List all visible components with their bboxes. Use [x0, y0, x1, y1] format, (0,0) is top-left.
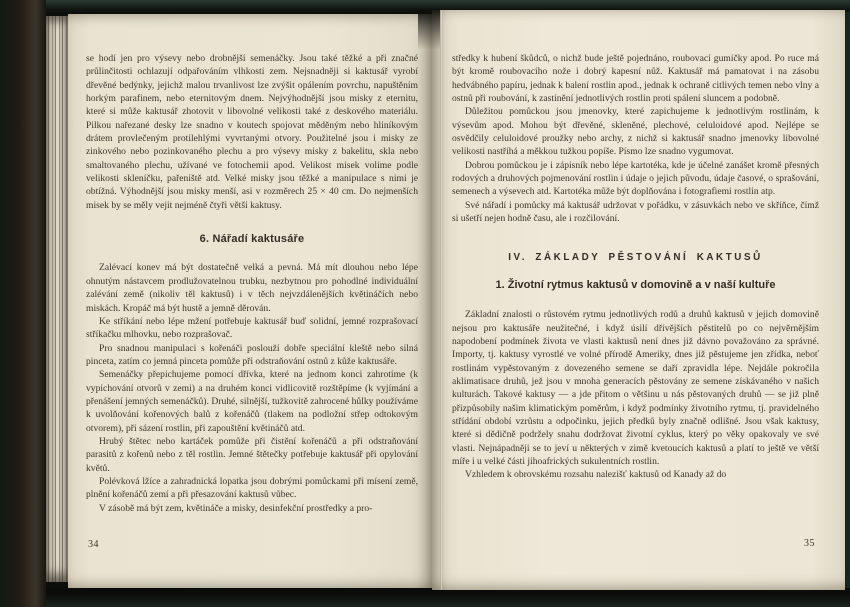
- paragraph: středky k hubení škůdců, o nichž bude ještě pojednáno, roubovací gumičky apod. Po ruce má být kromě roubovacího nože i dobrý kapesní nůž. Kaktusář má pamatovat i na zásobu hedvábného papíru, jednak k balení rostlin apod., jednak k ochraně citlivých temen nebo vlny a ostnů při roubování, k zastínění jednotlivých rostlin proti spálení sluncem a podobně.: [452, 53, 819, 105]
- paragraph: Zalévací konev má být dostatečně velká a pevná. Má mít dlouhou nebo lépe ohnutým nástavcem prodlužovatelnou trubku, nezbytnou pro pohodlné individuální zalévání země (nikoliv těl kaktusů) i v těch nejvzdálenějších květináčích nebo miskách. Kropáč má být hustě a jemně děrován.: [86, 262, 418, 314]
- page-number-right: 35: [804, 538, 815, 549]
- paragraph: Pro snadnou manipulaci s kořenáči poslouží dobře speciální kleště nebo silná pinceta, zatím co jemná pinceta pomůže při odstraňování ostnů z kůže kaktusáře.: [86, 342, 418, 367]
- paragraph: Polévková lžíce a zahradnická lopatka jsou dobrými pomůckami při mísení země, plnění kořenáčů zemí a při přesazování kaktusů vůbec.: [86, 475, 418, 501]
- paragraph: Semenáčky přepichujeme pomocí dřívka, které na jednom konci zahrotíme (k vypichování otvorů v zemi) a na druhém konci vidlicovitě rozštěpíme (k vyjímání a přenášení jemných semenáčků). Druhé, silnější, tužkovitě zahrocené hůlky používáme k uvolňování kořenových balů z kořenáčů (tlakem na podložní střep odtokovým otvorem), při sázení rostlin, při zapouštění květináčů atd.: [86, 369, 418, 434]
- chapter-heading: IV. ZÁKLADY PĚSTOVÁNÍ KAKTUSŮ: [508, 252, 763, 264]
- paragraph: Ke stříkání nebo lépe mžení potřebuje kaktusář buď solidní, jemné rozprašovací stříkačku mlhovku, nebo rozprašovač.: [86, 315, 418, 341]
- left-page: [68, 14, 432, 588]
- page-number-left: 34: [88, 539, 99, 550]
- paragraph: Vzhledem k obrovskému rozsahu nalezišť kaktusů od Kanady až do: [465, 469, 727, 481]
- paragraph: Dobrou pomůckou je i zápisník nebo lépe kartotéka, kde je účelné zanášet kromě přesných rodových a druhových pojmenování rostlin i údaje o jejich původu, údaje časové, o sprašování, semenech a výsevech atd. Kartotéka může být doplňována i fotografiemi rostlin atp.: [452, 159, 819, 198]
- paragraph: V zásobě má být zem, květináče a misky, desinfekční prostředky a pro-: [99, 502, 373, 514]
- left-page-text: [68, 14, 432, 515]
- right-page-text: [432, 10, 845, 482]
- paragraph: Své nářadí i pomůcky má kaktusář udržovat v pořádku, v zásuvkách nebo ve skříňce, čímž si ušetří nejen hodně času, ale i rozčilování.: [452, 199, 819, 225]
- right-page: [432, 10, 845, 590]
- paragraph: Důležitou pomůckou jsou jmenovky, které zapichujeme k jednotlivým rostlinám, k výsevům apod. Mohou být dřevěné, skleněné, plechové, celuloidové apod. Nejlépe se osvědčily celuloidové proužky nebo archy, z nichž si kaktusář snadno jmenovky libovolné velikosti nastříhá a měkkou tužkou popíše. Písmo lze snadno vygumovat.: [452, 106, 819, 158]
- book-gutter-shadow: [418, 10, 440, 54]
- paragraph: Hrubý štětec nebo kartáček pomůže při čistění kořenáčů a při odstraňování parasitů z kořenů nebo z těl rostlin. Jemné štětečky potřebuje kaktusář při opylování květů.: [86, 435, 418, 474]
- paragraph: Základní znalosti o růstovém rytmu jednotlivých rodů a druhů kaktusů v jejich domovině nejsou pro kaktusáře neužitečné, i když úsilí dřívějších pěstitelů po co nejvěrnějším napodobení podmínek života ve vlasti kaktusů není dnes již dávno považováno za správné. Importy, tj. kaktusy vyrostlé ve volné přírodě Ameriky, dnes již pěstujeme jen zřídka, neboť rostlinám vypěstovaným z dovezeného semene se daří zpravidla lépe. Nejdále pokročila aklimatisace druhů, jež jsou v mnoha generacích pěstovány ze semene získávaného v našich kulturách. Takové kaktusy — a jde přitom o většinu u nás pěstovaných druhů — se již plně přizpůsobily našim klimatickým poměrům, i když podmínky životního rytmu, tj. pravidelného střídání období vzrůstu a odpočinku, jejich předků byly značně odlišné. Jsou však kaktusy, které si dědičně podržely snahu dodržovat životní cyklus, který po věky opakovaly ve své vlasti. Nejnápadněji se to jeví u některých v zimě kvetoucích kaktusů a platí to ještě ve větší míře i u velké části jihoafrických sukulentních rostlin.: [452, 309, 819, 467]
- right-section-heading: 1. Životní rytmus kaktusů v domovině a v naší kultuře: [495, 278, 776, 291]
- book-gutter-crease: [440, 10, 443, 590]
- left-section-heading: 6. Nářadí kaktusáře: [199, 233, 305, 246]
- paragraph: se hodí jen pro výsevy nebo drobnější semenáčky. Jsou také těžké a při značné průlinčitosti ochlazují odpařováním vlhkosti zem. Nejsnadněji si kaktusář vyrobí dřevěné bedýnky, jejichž malou trvanlivost lze zvýšit opálením povrchu, napuštěním horkým parafinem, nebo eternitovým dnem. Nejvýhodnější jsou misky z eternitu, které si může kaktusář zhotovit v libovolné velikosti také z deskového materiálu. Pilkou nařezané desky lze snadno v koutech spojovat měděným nebo hliníkovým drátem provlečeným protilehlými vyvrtanými otvory. Použitelné jsou i misky ze zinkového nebo pozinkovaného plechu a pro výsevy misky z bakelitu, skla nebo smaltovaného plechu, užívané ve fotochemii apod. Velikost misek volíme podle velikosti skleníčku, pařeniště atd. Velké misky jsou těžké a manipulace s nimi je obtížná. Výhodnější jsou misky menší, asi v rozměrech 25 × 40 cm. Do nejmenších misek by se měly vejít nejméně čtyři větší kaktusy.: [86, 53, 418, 211]
- book-cover-edge-left: [0, 0, 46, 607]
- book-cover-edge-bottom: [0, 588, 850, 607]
- page-stack-edges: [46, 16, 68, 582]
